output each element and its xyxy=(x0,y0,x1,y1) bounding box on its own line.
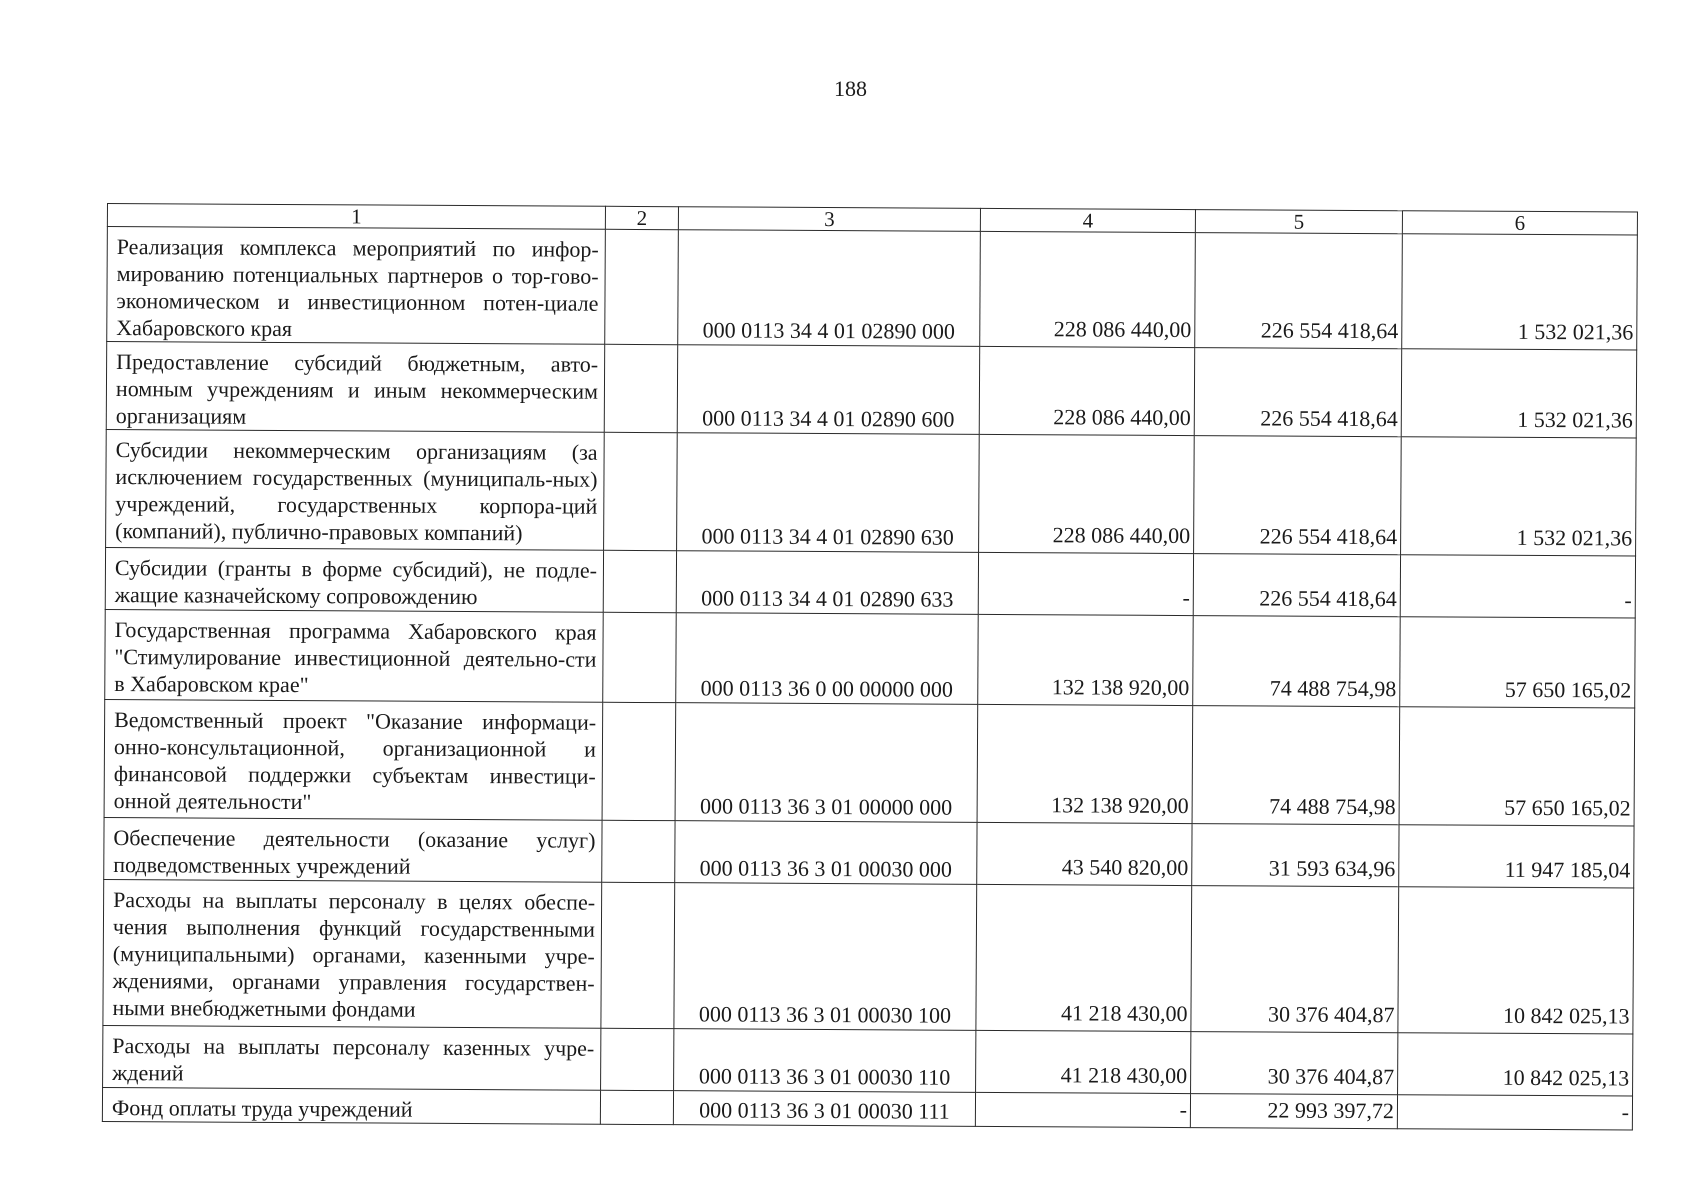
row-col2 xyxy=(600,1090,673,1124)
table-row xyxy=(105,609,1635,708)
row-code: 000 0113 34 4 01 02890 000 xyxy=(678,230,981,347)
row-name: Субсидии (гранты в форме субсидий), не подле-жащие казначейскому сопровождению xyxy=(105,547,603,612)
row-executed: 226 554 418,64 xyxy=(1193,554,1400,617)
row-name: Государственная программа Хабаровского края "Стимулирование инвестиционной деятельно-сти в Хабаровском крае" xyxy=(105,609,603,702)
row-col2 xyxy=(604,432,678,550)
row-executed: 226 554 418,64 xyxy=(1194,436,1402,555)
table-row xyxy=(106,342,1636,439)
row-approved: 228 086 440,00 xyxy=(979,346,1194,435)
budget-execution-table xyxy=(102,203,1638,1131)
row-approved: - xyxy=(975,1092,1190,1127)
row-code: 000 0113 34 4 01 02890 600 xyxy=(677,345,979,435)
row-col2 xyxy=(601,882,675,1028)
row-name: Ведомственный проект "Оказание информаци-онно-консультационной, организационной и финансовой поддержки субъектам инвестици-онной деятельности" xyxy=(104,699,603,820)
row-approved: 228 086 440,00 xyxy=(980,231,1196,347)
row-code: 000 0113 36 3 01 00030 111 xyxy=(673,1091,975,1127)
row-name: Реализация комплекса мероприятий по инфор-мированию потенциальных партнеров о тор-гово-экономическом и инвестиционном потен-циале Хабаровского края xyxy=(107,227,606,345)
row-unexecuted: 10 842 025,13 xyxy=(1398,1033,1633,1096)
row-col2 xyxy=(604,344,677,432)
row-col2 xyxy=(602,702,676,820)
row-approved: - xyxy=(978,552,1193,615)
row-code: 000 0113 34 4 01 02890 630 xyxy=(677,433,980,553)
page-number: 188 xyxy=(834,76,867,101)
row-code: 000 0113 36 3 01 00030 000 xyxy=(675,821,977,885)
row-unexecuted: 57 650 165,02 xyxy=(1399,707,1635,826)
row-code: 000 0113 36 3 01 00000 000 xyxy=(675,703,978,823)
row-name: Обеспечение деятельности (оказание услуг) подведомственных учреждений xyxy=(104,817,602,882)
row-approved: 41 218 430,00 xyxy=(976,884,1192,1031)
row-code: 000 0113 34 4 01 02890 633 xyxy=(676,551,978,615)
table-row xyxy=(106,429,1637,556)
row-col2 xyxy=(601,1028,674,1090)
row-unexecuted: 1 532 021,36 xyxy=(1402,234,1638,350)
row-code: 000 0113 36 3 01 00030 100 xyxy=(674,883,977,1031)
column-header-1: 1 xyxy=(107,204,605,230)
row-executed: 74 488 754,98 xyxy=(1193,616,1400,707)
table-row xyxy=(107,227,1638,351)
column-header-3: 3 xyxy=(678,207,980,232)
row-unexecuted: - xyxy=(1397,1095,1632,1130)
row-col2 xyxy=(603,612,677,702)
table-row xyxy=(103,879,1634,1034)
row-name: Расходы на выплаты персоналу в целях обеспе-чения выполнения функций государственными (муниципальными) органами, казенными учре-ждениями, органами управления государствен-ными внебюджетными фондами xyxy=(103,879,602,1028)
row-col2 xyxy=(603,550,676,612)
row-approved: 43 540 820,00 xyxy=(977,822,1192,885)
row-name: Фонд оплаты труда учреждений xyxy=(102,1087,600,1124)
row-unexecuted: 1 532 021,36 xyxy=(1401,349,1636,438)
row-executed: 30 376 404,87 xyxy=(1191,1032,1398,1095)
column-header-2: 2 xyxy=(605,206,678,229)
column-header-6: 6 xyxy=(1402,211,1637,235)
row-unexecuted: 10 842 025,13 xyxy=(1398,887,1634,1034)
row-executed: 226 554 418,64 xyxy=(1195,233,1403,349)
row-name: Расходы на выплаты персоналу казенных учре-ждений xyxy=(103,1025,601,1090)
row-unexecuted: - xyxy=(1400,555,1635,618)
row-code: 000 0113 36 0 00 00000 000 xyxy=(676,613,978,705)
row-executed: 74 488 754,98 xyxy=(1192,706,1400,825)
row-executed: 30 376 404,87 xyxy=(1191,886,1399,1033)
table-row xyxy=(103,1025,1633,1096)
row-unexecuted: 11 947 185,04 xyxy=(1399,825,1634,888)
table-row xyxy=(102,1087,1632,1130)
column-header-5: 5 xyxy=(1195,210,1402,234)
row-unexecuted: 57 650 165,02 xyxy=(1400,617,1635,708)
column-header-4: 4 xyxy=(980,208,1195,232)
row-name: Субсидии некоммерческим организациям (за исключением государственных (муниципаль-ных) учреждений, государственных корпора-ций (компаний), публично-правовых компаний) xyxy=(106,429,605,550)
row-col2 xyxy=(602,820,675,882)
row-col2 xyxy=(605,229,679,344)
row-approved: 132 138 920,00 xyxy=(977,704,1193,823)
row-executed: 226 554 418,64 xyxy=(1194,348,1401,437)
row-approved: 132 138 920,00 xyxy=(978,614,1193,705)
row-code: 000 0113 36 3 01 00030 110 xyxy=(674,1029,976,1093)
row-name: Предоставление субсидий бюджетным, авто-номным учреждениям и иным некоммерческим организациям xyxy=(106,342,604,433)
table-row xyxy=(104,699,1635,826)
row-approved: 228 086 440,00 xyxy=(979,434,1195,553)
row-unexecuted: 1 532 021,36 xyxy=(1401,437,1637,556)
row-executed: 31 593 634,96 xyxy=(1192,824,1399,887)
table-row xyxy=(105,547,1635,618)
budget-table-container xyxy=(102,203,1637,1131)
table-row xyxy=(104,817,1634,888)
row-approved: 41 218 430,00 xyxy=(976,1030,1191,1093)
row-executed: 22 993 397,72 xyxy=(1190,1094,1397,1129)
